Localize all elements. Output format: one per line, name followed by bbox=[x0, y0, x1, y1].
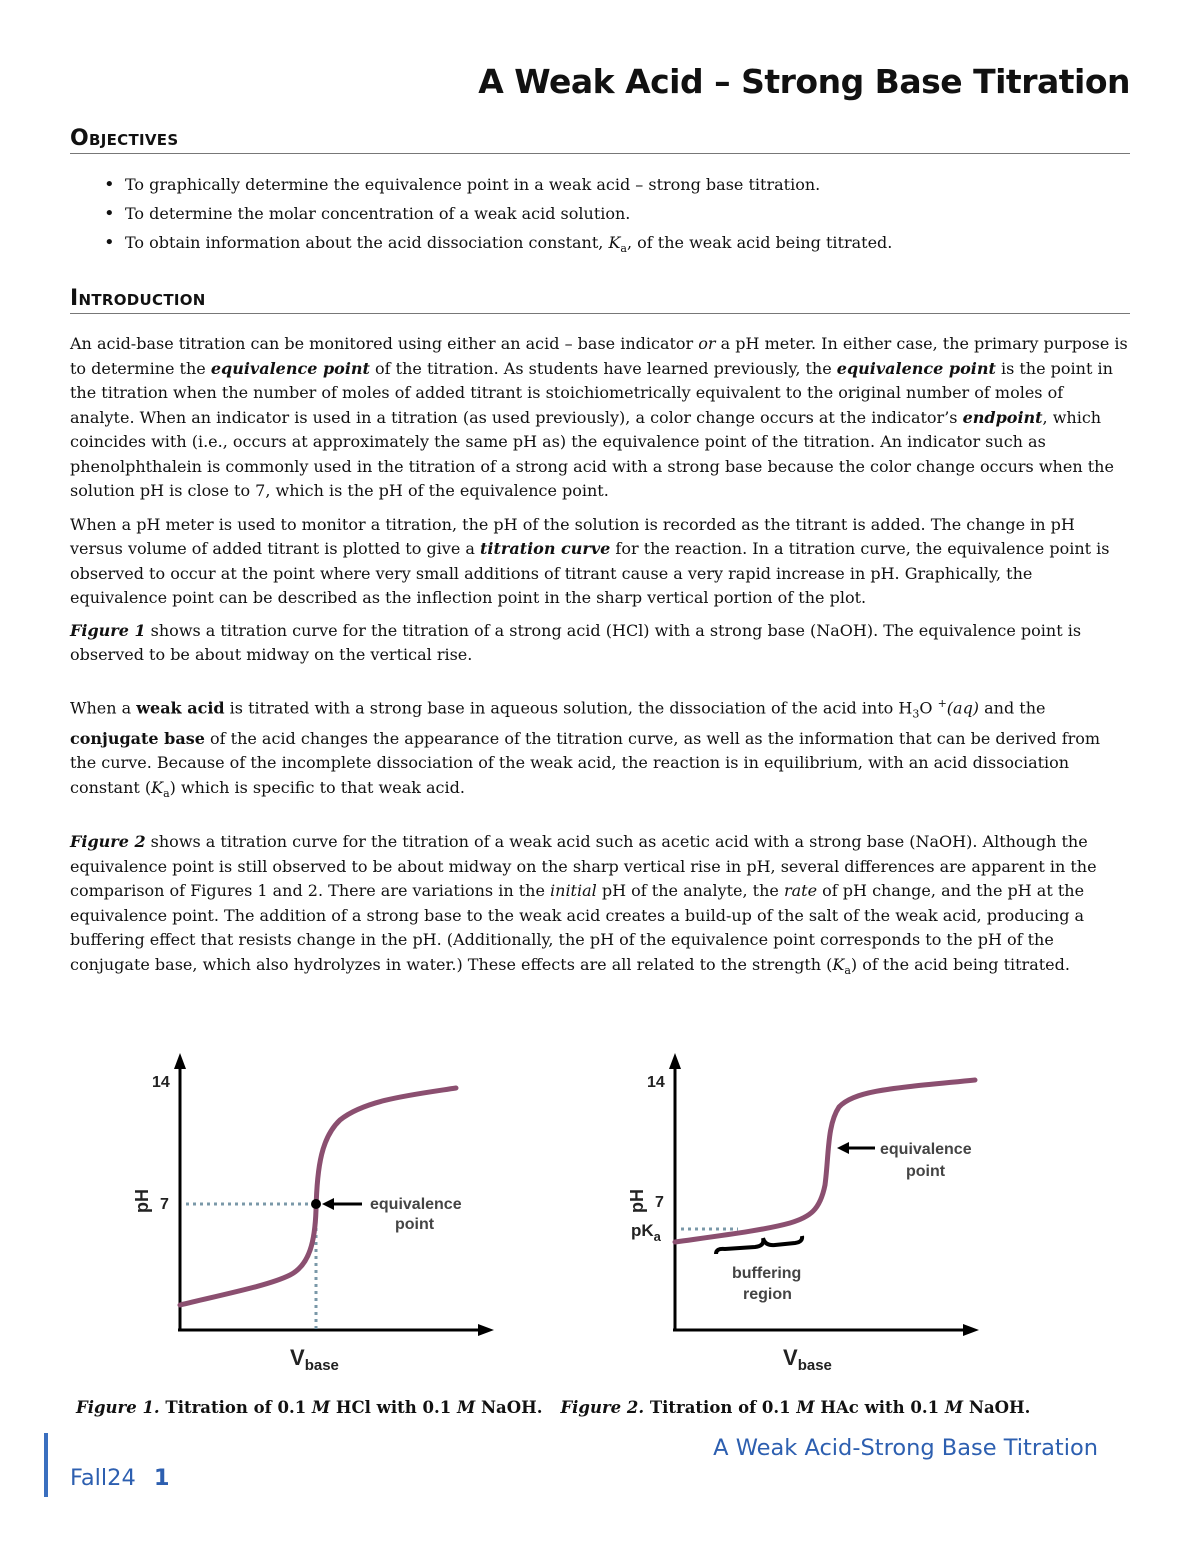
objectives-heading: Objectives bbox=[70, 126, 1130, 154]
y-tick-7: 7 bbox=[160, 1196, 169, 1213]
superscript: + bbox=[937, 696, 947, 710]
y-tick-7: 7 bbox=[655, 1194, 664, 1211]
introduction-heading: Introduction bbox=[70, 286, 1130, 314]
ka-subscript: a bbox=[163, 786, 170, 800]
titration-curve bbox=[675, 1080, 975, 1242]
arrow-left-icon bbox=[837, 1142, 849, 1154]
subscript: 3 bbox=[912, 707, 920, 721]
text: , which coincides with (i.e., occurs at approximately the same pH as) the equivalence point of the titration. An indicator such as phenolphthalein is commonly used in the titration of a strong acid with a strong base because the color change occurs when the solution pH is close to 7, which is the pH of the equivalence point. bbox=[70, 407, 1114, 500]
text: When a bbox=[70, 697, 137, 717]
text: ) which is specific to that weak acid. bbox=[169, 777, 465, 797]
x-axis-arrow-icon bbox=[478, 1324, 494, 1336]
annotation-point: point bbox=[395, 1216, 435, 1233]
caption-text: HCl with 0.1 bbox=[330, 1398, 457, 1417]
annotation-equivalence: equivalence bbox=[880, 1141, 972, 1158]
x-axis-label: $V_{base}$ bbox=[783, 1345, 832, 1374]
footer-accent-bar bbox=[44, 1433, 48, 1497]
ka-symbol: K bbox=[608, 233, 621, 252]
text: shows a titration curve for the titration of a strong acid (HCl) with a strong base (NaOH). The equivalence point is observed to be about midway on the vertical rise. bbox=[70, 620, 1082, 664]
objective-item bbox=[70, 199, 892, 228]
term-equivalence-point: equivalence point bbox=[210, 358, 370, 378]
objective-item bbox=[70, 228, 892, 263]
y-axis-arrow-icon bbox=[174, 1053, 186, 1069]
ka-symbol: K bbox=[151, 777, 164, 797]
text: pH of the analyte, the bbox=[596, 881, 784, 901]
figure-reference: Figure 1 bbox=[70, 620, 146, 640]
y-tick-pka: $pK_a$ bbox=[631, 1221, 661, 1244]
annotation-buffering: buffering bbox=[732, 1265, 802, 1282]
figure-2-caption bbox=[560, 1398, 1030, 1417]
emphasis: rate bbox=[783, 881, 818, 901]
caption-text: HAc with 0.1 bbox=[814, 1398, 945, 1417]
emphasis: initial bbox=[550, 881, 597, 901]
text: of the acid changes the appearance of the titration curve, as well as the information that can be derived from the curve. Because of the incomplete dissociation of the weak acid, the reaction is in equilibrium, with an acid dissociation constant ( bbox=[70, 728, 1101, 797]
caption-text: NaOH. bbox=[475, 1398, 543, 1417]
figure-2-graph bbox=[605, 1045, 1035, 1390]
ka-subscript: a bbox=[620, 242, 627, 256]
objective-text: To determine the molar concentration of a weak acid solution. bbox=[125, 204, 631, 223]
ka-symbol: K bbox=[832, 954, 845, 974]
caption-text: Titration of 0.1 bbox=[159, 1398, 312, 1417]
figure-captions bbox=[76, 1398, 1030, 1417]
page-number: 1 bbox=[153, 1465, 170, 1491]
intro-paragraph-4 bbox=[70, 692, 1130, 807]
figure-reference: Figure 2 bbox=[70, 832, 146, 852]
intro-paragraph-3 bbox=[70, 619, 1130, 668]
objectives-list bbox=[70, 170, 892, 263]
annotation-region: region bbox=[743, 1286, 792, 1303]
intro-paragraph-2 bbox=[70, 513, 1130, 611]
annotation-point: point bbox=[906, 1163, 946, 1180]
figure-1 bbox=[110, 1045, 540, 1390]
molar-symbol: M bbox=[456, 1398, 476, 1417]
objective-item bbox=[70, 170, 892, 199]
x-axis-label: $V_{base}$ bbox=[290, 1345, 339, 1374]
arrow-left-icon bbox=[322, 1198, 334, 1210]
molar-symbol: M bbox=[944, 1398, 964, 1417]
y-tick-14: 14 bbox=[152, 1074, 170, 1091]
annotation-equivalence: equivalence bbox=[370, 1196, 462, 1213]
text: shows a titration curve for the titration of a weak acid such as acetic acid with a strong base (NaOH). Although the equivalence point is still observed to be about midway on the sharp vertical rise in pH, several differences are apparent in the comparison of Figures 1 and 2. There are variations in the bbox=[70, 832, 1097, 901]
text: of the titration. As students have learned previously, the bbox=[369, 358, 837, 378]
phase-label: (aq) bbox=[946, 697, 980, 717]
caption-label: Figure 1. bbox=[76, 1398, 160, 1417]
ka-subscript: a bbox=[844, 963, 851, 977]
text: for the reaction. In a titration curve, the equivalence point is observed to occur at the point where very small additions of titrant cause a very rapid increase in pH. Graphically, the equivalence point can be described as the inflection point in the sharp vertical portion of the plot. bbox=[70, 539, 1110, 607]
term-equivalence-point: equivalence point bbox=[836, 358, 996, 378]
figure-1-graph bbox=[110, 1045, 540, 1390]
buffering-brace-icon bbox=[716, 1236, 802, 1254]
y-axis-label: pH bbox=[627, 1189, 647, 1213]
objective-text: To graphically determine the equivalence point in a weak acid – strong base titration. bbox=[125, 175, 821, 194]
caption-text: NaOH. bbox=[963, 1398, 1031, 1417]
equivalence-point-marker bbox=[311, 1199, 321, 1209]
objective-text: , of the weak acid being titrated. bbox=[626, 233, 893, 252]
molar-symbol: M bbox=[796, 1398, 815, 1417]
text: is titrated with a strong base in aqueous solution, the dissociation of the acid into H bbox=[224, 697, 913, 717]
intro-paragraph-5 bbox=[70, 830, 1130, 983]
objective-text: To obtain information about the acid dissociation constant, bbox=[125, 233, 609, 252]
emphasis: or bbox=[698, 334, 716, 353]
caption-text: Titration of 0.1 bbox=[644, 1398, 797, 1417]
figure-1-caption bbox=[76, 1398, 542, 1417]
footer-term bbox=[70, 1465, 169, 1491]
figure-2 bbox=[605, 1045, 1035, 1390]
term-titration-curve: titration curve bbox=[480, 539, 611, 558]
caption-label: Figure 2. bbox=[560, 1398, 645, 1417]
footer-term-label: Fall24 bbox=[70, 1465, 136, 1491]
term-conjugate-base: conjugate base bbox=[70, 728, 205, 748]
text: and the bbox=[979, 697, 1046, 717]
term-endpoint: endpoint bbox=[962, 407, 1043, 427]
document-title: A Weak Acid – Strong Base Titration bbox=[478, 62, 1130, 101]
molar-symbol: M bbox=[311, 1398, 331, 1417]
x-axis-arrow-icon bbox=[963, 1324, 979, 1336]
y-tick-14: 14 bbox=[647, 1074, 665, 1091]
text: a pH meter. In either case, the primary purpose is to determine the bbox=[70, 334, 1128, 378]
term-weak-acid: weak acid bbox=[136, 697, 225, 717]
intro-paragraph-1 bbox=[70, 332, 1130, 504]
text: of pH change, and the pH at the equivalence point. The addition of a strong base to the weak acid creates a build-up of the salt of the weak acid, producing a buffering effect that resists change in the pH. (Additionally, the pH of the equivalence point corresponds to the pH of the conjugate base, which also hydrolyzes in water.) These effects are all related to the strength ( bbox=[70, 881, 1085, 974]
y-axis-label: pH bbox=[132, 1189, 152, 1213]
introduction-body bbox=[70, 332, 1130, 983]
text: ) of the acid being titrated. bbox=[850, 954, 1070, 974]
text: O bbox=[919, 697, 938, 717]
y-axis-arrow-icon bbox=[669, 1053, 681, 1069]
text: When a pH meter is used to monitor a titration, the pH of the solution is recorded as the titrant is added. The change in pH versus volume of added titrant is plotted to give a bbox=[70, 514, 1075, 558]
text: is the point in the titration when the number of moles of added titrant is stoichiometrically equivalent to the original number of moles of analyte. When an indicator is used in a titration (as used previously), a color change occurs at the indicator’s bbox=[70, 358, 1113, 427]
footer-document-title: A Weak Acid-Strong Base Titration bbox=[713, 1435, 1098, 1461]
text: An acid-base titration can be monitored using either an acid – base indicator bbox=[70, 334, 699, 353]
